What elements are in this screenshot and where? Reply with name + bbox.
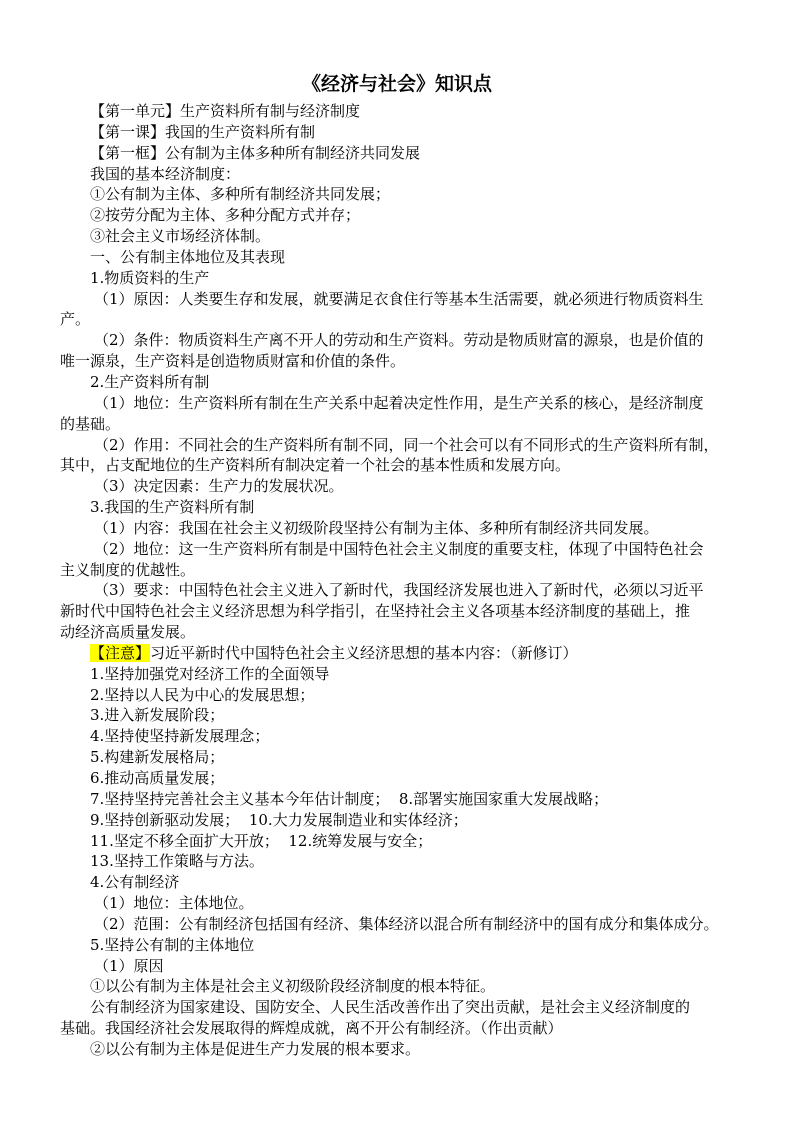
list-item: ②以公有制为主体是促进生产力发展的根本要求。	[90, 1039, 421, 1058]
note-tag: 【注意】	[90, 643, 151, 662]
frame-heading: 【第一框】公有制为主体多种所有制经济共同发展	[90, 143, 421, 162]
list-item: 11.坚定不移全面扩大开放； 12.统筹发展与安全；	[90, 831, 433, 850]
paragraph: （2）条件：物质资料生产离不开人的劳动和生产资料。劳动是物质财富的源泉，也是价值的	[94, 331, 704, 350]
paragraph: （1）原因	[94, 956, 164, 975]
note-paragraph	[90, 643, 738, 664]
subsection-heading: 2.生产资料所有制	[90, 372, 210, 391]
paragraph: （1）原因：人类要生存和发展，就要满足衣食住行等基本生活需要，就必须进行物质资料生	[94, 289, 704, 308]
list-item: 2.坚持以人民为中心的发展思想；	[90, 685, 315, 704]
list-item: 6.推动高质量发展；	[90, 769, 225, 787]
paragraph: 我国的基本经济制度：	[90, 164, 241, 183]
list-item: ③社会主义市场经济体制。	[90, 227, 271, 246]
paragraph: （2）作用：不同社会的生产资料所有制不同，同一个社会可以有不同形式的生产资料所有制，	[94, 435, 719, 454]
paragraph: （2）范围：公有制经济包括国有经济、集体经济以混合所有制经济中的国有成分和集体成分。	[94, 914, 719, 933]
paragraph-continuation: 主义制度的优越性。	[60, 560, 196, 579]
subsection-heading: 4.公有制经济	[90, 873, 180, 892]
paragraph: （1）内容：我国在社会主义初级阶段坚持公有制为主体、多种所有制经济共同发展。	[94, 518, 659, 537]
note-text: 习近平新时代中国特色社会主义经济思想的基本内容：（新修订）	[150, 643, 578, 662]
paragraph: （1）地位：生产资料所有制在生产关系中起着决定性作用，是生产关系的核心，是经济制度	[94, 393, 704, 412]
paragraph-continuation: 的基础。	[60, 414, 121, 433]
paragraph-continuation: 动经济高质量发展。	[60, 623, 196, 642]
list-item: 1.坚持加强党对经济工作的全面领导	[90, 664, 330, 683]
list-item: ②按劳分配为主体、多种分配方式并存；	[90, 206, 361, 225]
subsection-heading: 1.物质资料的生产	[90, 268, 210, 287]
list-item: ①以公有制为主体是社会主义初级阶段经济制度的根本特征。	[90, 977, 496, 996]
unit-heading: 【第一单元】生产资料所有制与经济制度	[90, 102, 361, 120]
paragraph: （1）地位：主体地位。	[94, 894, 254, 913]
subsection-heading: 5.坚持公有制的主体地位	[90, 935, 255, 954]
paragraph: 公有制经济为国家建设、国防安全、人民生活改善作出了突出贡献，是社会主义经济制度的	[90, 998, 691, 1017]
list-item: 4.坚持使坚持新发展理念；	[90, 727, 270, 746]
paragraph-continuation: 唯一源泉，生产资料是创造物质财富和价值的条件。	[60, 352, 406, 371]
paragraph-continuation: 其中，占支配地位的生产资料所有制决定着一个社会的基本性质和发展方向。	[60, 456, 571, 475]
document-body	[60, 101, 738, 1060]
paragraph-continuation: 产。	[60, 310, 91, 329]
paragraph: （2）地位：这一生产资料所有制是中国特色社会主义制度的重要支柱，体现了中国特色社会	[94, 539, 704, 558]
paragraph: （3）要求：中国特色社会主义进入了新时代，我国经济发展也进入了新时代，必须以习近平	[94, 581, 704, 600]
list-item: 3.进入新发展阶段；	[90, 706, 225, 725]
document-title: 《经济与社会》知识点	[301, 73, 492, 95]
list-item: 13.坚持工作策略与方法。	[90, 852, 264, 871]
lesson-heading: 【第一课】我国的生产资料所有制	[90, 122, 316, 141]
paragraph-continuation: 新时代中国特色社会主义经济思想为科学指引，在坚持社会主义各项基本经济制度的基础上，推	[60, 602, 691, 621]
list-item: 7.坚持坚持完善社会主义基本今年估计制度； 8.部署实施国家重大发展战略；	[90, 789, 609, 808]
list-item: ①公有制为主体、多种所有制经济共同发展；	[90, 185, 391, 204]
list-item: 5.构建新发展格局；	[90, 748, 225, 767]
list-item: 9.坚持创新驱动发展； 10.大力发展制造业和实体经济；	[90, 810, 468, 829]
section-heading: 一、公有制主体地位及其表现	[90, 247, 286, 266]
paragraph: （3）决定因素：生产力的发展状况。	[94, 477, 344, 496]
subsection-heading: 3.我国的生产资料所有制	[90, 498, 255, 517]
paragraph-continuation: 基础。我国经济社会发展取得的辉煌成就，离不开公有制经济。（作出贡献）	[60, 1019, 563, 1038]
